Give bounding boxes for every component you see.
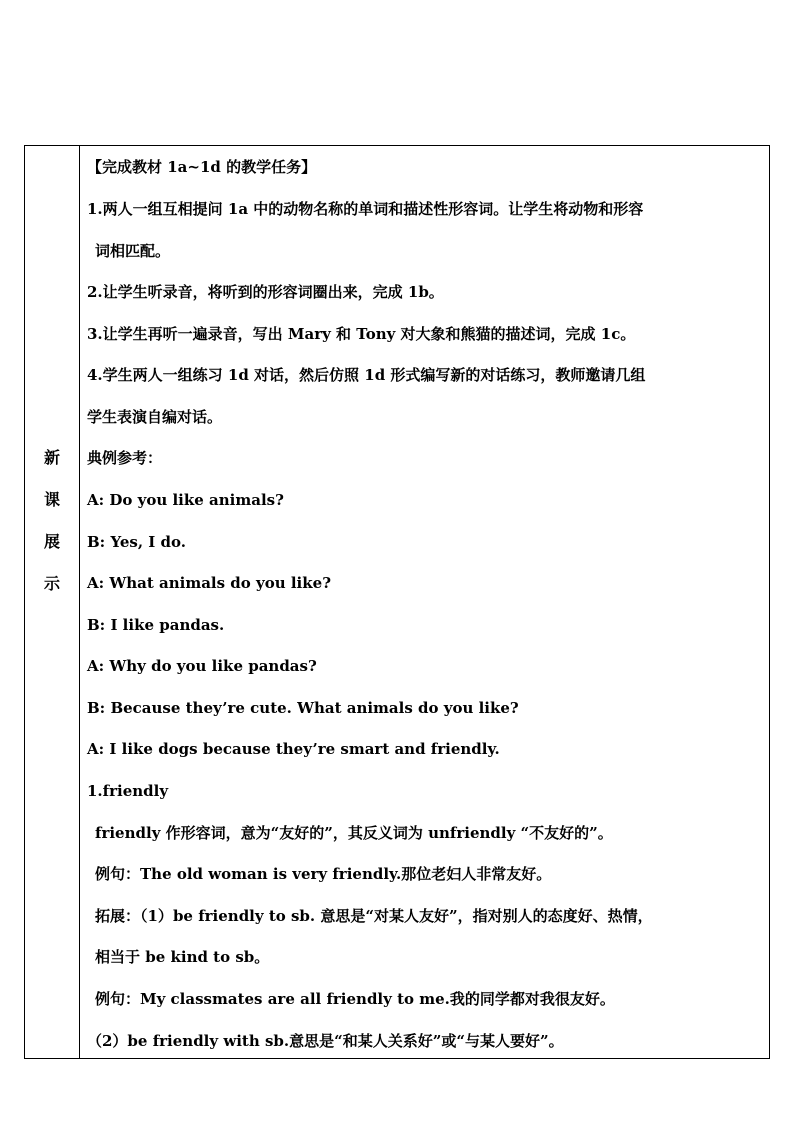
section-label-char: 课 [43, 490, 60, 509]
section-label-char: 展 [43, 532, 60, 551]
section-label-char: 示 [43, 574, 60, 593]
dialogue-line: A: What animals do you like? [87, 574, 331, 592]
dialogue-line: B: I like pandas. [87, 616, 225, 634]
task-step-1-continued: 词相匹配。 [95, 242, 171, 260]
vocab-extension: 拓展：（1）be friendly to sb. 意思是“对某人友好”，指对别人的态度好、热情， [95, 907, 653, 925]
task-heading: 【完成教材 1a~1d 的教学任务】 [87, 158, 317, 176]
dialogue-line: A: Do you like animals? [87, 491, 284, 509]
dialogue-line: B: Yes, I do. [87, 533, 186, 551]
dialogue-line: A: I like dogs because they’re smart and friendly. [87, 740, 500, 758]
vocab-extension-continued: 相当于 be kind to sb。 [95, 948, 270, 966]
task-step-3: 3.让学生再听一遍录音，写出 Mary 和 Tony 对大象和熊猫的描述词，完成 1c。 [87, 325, 636, 343]
column-divider [79, 146, 80, 1058]
section-label-cell [25, 146, 79, 1058]
vocab-definition: friendly 作形容词，意为“友好的”，其反义词为 unfriendly “不友好的”。 [95, 824, 613, 842]
task-step-1: 1.两人一组互相提问 1a 中的动物名称的单词和描述性形容词。让学生将动物和形容 [87, 200, 644, 218]
vocab-example: 例句：My classmates are all friendly to me.我的同学都对我很友好。 [95, 990, 615, 1008]
task-step-2: 2.让学生听录音，将听到的形容词圈出来，完成 1b。 [87, 283, 444, 301]
dialogue-line: A: Why do you like pandas? [87, 657, 317, 675]
task-step-4: 4.学生两人一组练习 1d 对话，然后仿照 1d 形式编写新的对话练习，教师邀请几组 [87, 366, 646, 384]
example-heading: 典例参考： [87, 449, 163, 467]
section-label-char: 新 [43, 448, 60, 467]
vocab-extension-2: （2）be friendly with sb.意思是“和某人关系好”或“与某人要好”。 [87, 1032, 564, 1050]
vocab-heading: 1.friendly [87, 782, 169, 800]
task-step-4-continued: 学生表演自编对话。 [87, 408, 223, 426]
content-table [24, 145, 770, 1059]
vocab-example: 例句：The old woman is very friendly.那位老妇人非常友好。 [95, 865, 552, 883]
dialogue-line: B: Because they’re cute. What animals do you like? [87, 699, 519, 717]
